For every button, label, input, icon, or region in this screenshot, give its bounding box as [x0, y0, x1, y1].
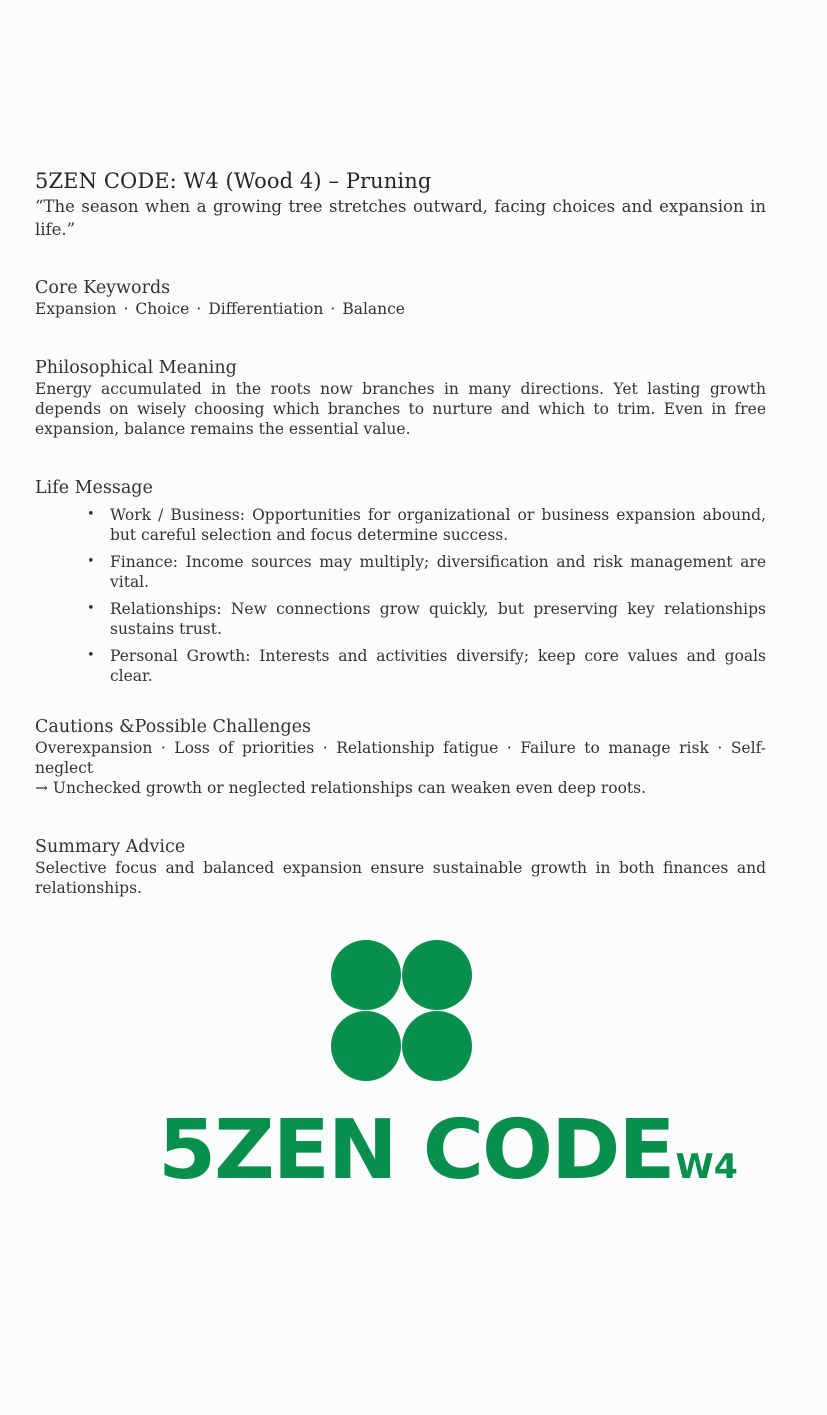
keyword-separator: · [330, 300, 336, 318]
list-item-text: Relationships: New connections grow quickly, but preserving key relationships sustains trust. [110, 600, 766, 638]
page-quote: “The season when a growing tree stretches outward, facing choices and expansion in life.” [35, 197, 766, 239]
document-body [35, 167, 766, 898]
keyword: Differentiation [208, 300, 324, 318]
section-heading: Cautions &Possible Challenges [35, 717, 311, 737]
list-item [87, 552, 766, 592]
section-heading: Life Message [35, 478, 153, 498]
logo-code-text: W4 [675, 1147, 738, 1187]
section-heading: Philosophical Meaning [35, 358, 237, 378]
keyword-separator: · [196, 300, 202, 318]
keyword-separator: · [123, 300, 129, 318]
life-message-list [35, 505, 766, 686]
list-item-text: Work / Business: Opportunities for organizational or business expansion abound, but careful selection and focus determine success. [110, 506, 766, 544]
section-heading: Summary Advice [35, 837, 186, 857]
section-cautions [35, 716, 766, 798]
keyword: Expansion [35, 300, 117, 318]
bullet-icon: • [87, 648, 95, 663]
bullet-icon: • [87, 507, 95, 522]
section-philosophical-meaning [35, 357, 766, 439]
logo-circle [402, 940, 472, 1010]
section-core-keywords [35, 277, 766, 319]
logo-circle [331, 940, 401, 1010]
logo-circle [331, 1011, 401, 1081]
keyword: Choice [135, 300, 190, 318]
page-title: 5ZEN CODE: W4 (Wood 4) – Pruning [35, 169, 432, 193]
logo-circle [402, 1011, 472, 1081]
section-life-message [35, 477, 766, 686]
bullet-icon: • [87, 601, 95, 616]
list-item [87, 646, 766, 686]
section-text: Energy accumulated in the roots now branches in many directions. Yet lasting growth depends on wisely choosing which branches to nurture and which to trim. Even in free expansion, balance remains the essential value. [35, 380, 766, 438]
brand-logo [0, 938, 827, 1208]
list-item-text: Personal Growth: Interests and activities diversify; keep core values and goals clear. [110, 647, 766, 685]
cautions-list: Overexpansion · Loss of priorities · Relationship fatigue · Failure to manage risk · Self-neglect [35, 739, 766, 777]
logo-wordmark [158, 1103, 738, 1198]
list-item [87, 505, 766, 545]
list-item [87, 599, 766, 639]
section-text: Selective focus and balanced expansion ensure sustainable growth in both finances and relationships. [35, 859, 766, 897]
keyword-list [35, 299, 766, 319]
section-heading: Core Keywords [35, 278, 171, 298]
keyword: Balance [342, 300, 405, 318]
bullet-icon: • [87, 554, 95, 569]
cautions-note: → Unchecked growth or neglected relationships can weaken even deep roots. [35, 779, 647, 797]
four-circles-logo-icon [331, 940, 473, 1082]
section-summary-advice [35, 836, 766, 898]
logo-wordmark-text: 5ZEN CODE [158, 1103, 674, 1198]
list-item-text: Finance: Income sources may multiply; diversification and risk management are vital. [110, 553, 766, 591]
